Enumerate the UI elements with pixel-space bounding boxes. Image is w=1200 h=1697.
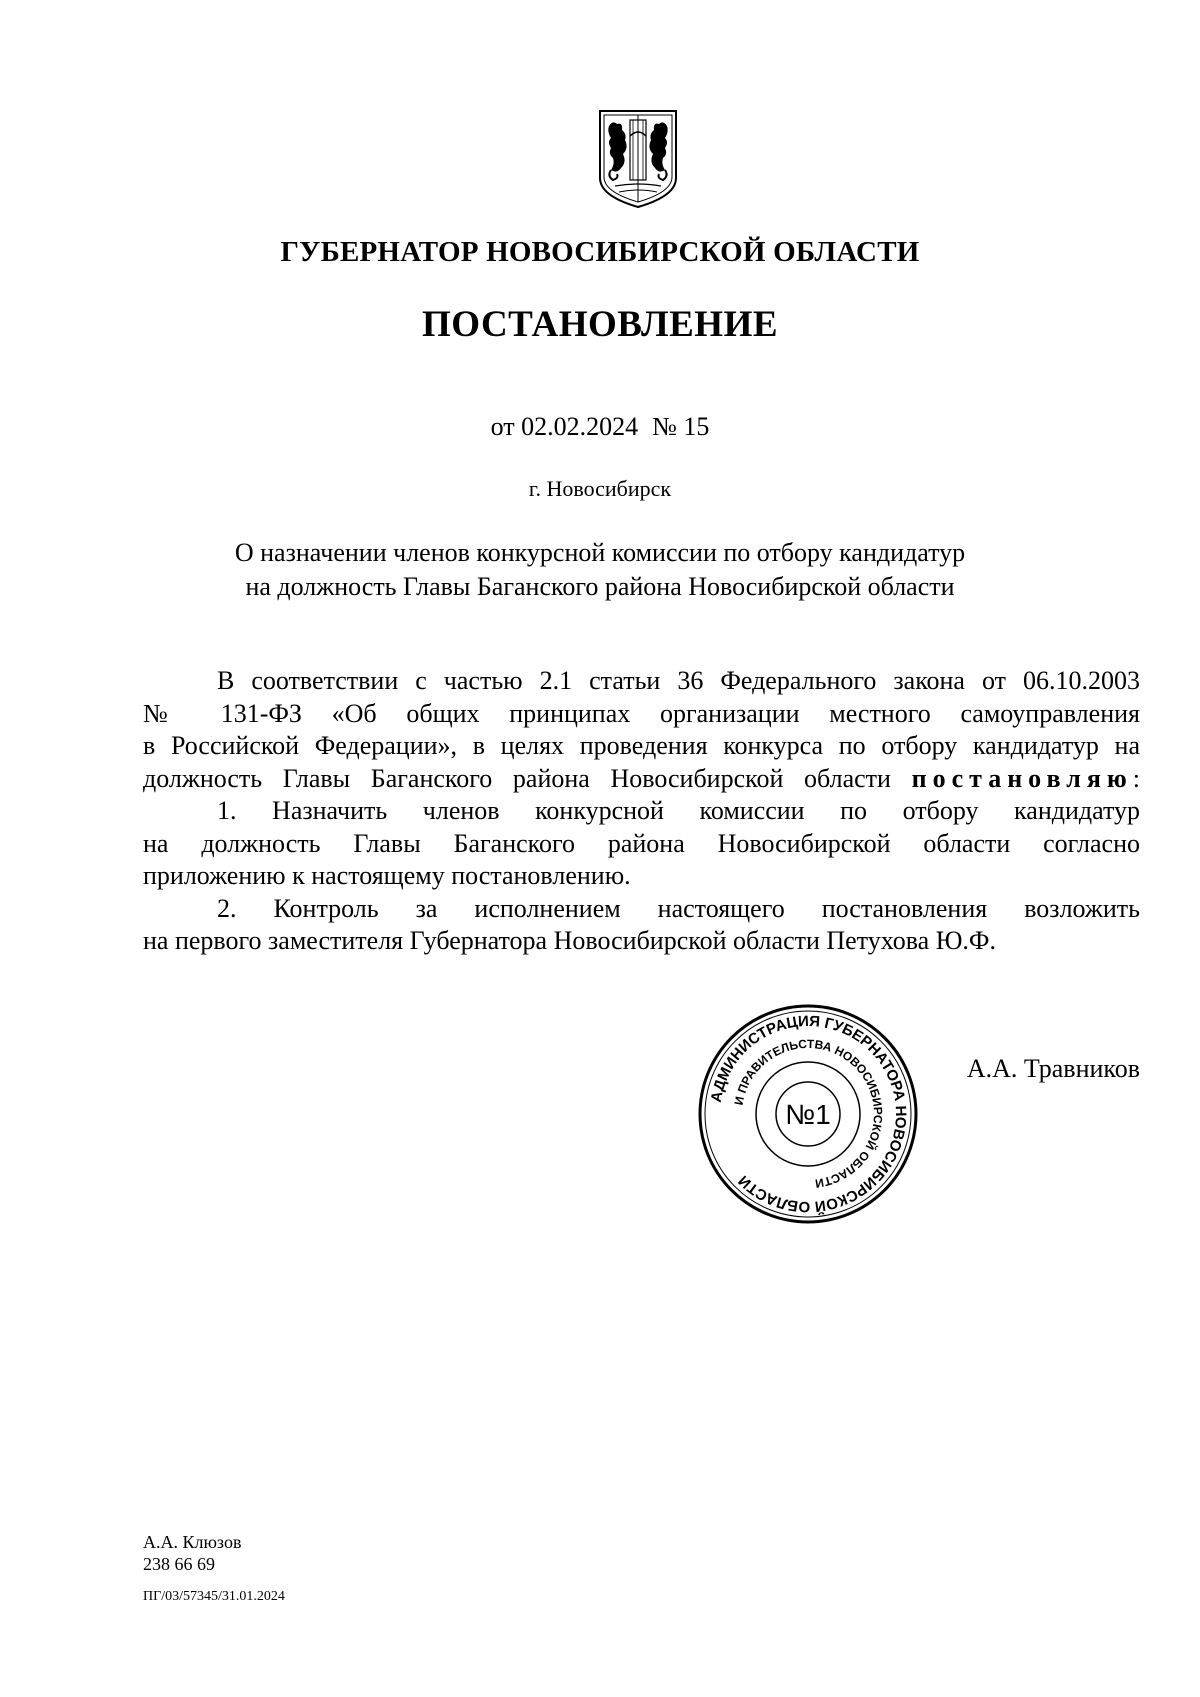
body-line: В соответствии с частью 2.1 статьи 36 Федерального закона от 06.10.2003 bbox=[217, 666, 1140, 695]
registration-number: ПГ/03/57345/31.01.2024 bbox=[143, 1589, 285, 1604]
decree-keyword: постановляю bbox=[911, 763, 1133, 793]
decree-colon: : bbox=[1132, 763, 1140, 793]
document-subject bbox=[0, 536, 1200, 604]
date-line bbox=[0, 412, 1200, 442]
document-date: от 02.02.2024 bbox=[490, 412, 639, 441]
executor-phone: 238 66 69 bbox=[143, 1554, 215, 1574]
body-line: приложению к настоящему постановлению. bbox=[143, 861, 631, 890]
signer-name: А.А. Травников bbox=[966, 1054, 1140, 1083]
body-line: 2. Контроль за исполнением настоящего постановления возложить bbox=[217, 893, 1140, 923]
body-line: на первого заместителя Губернатора Новосибирской области Петухова Ю.Ф. bbox=[143, 926, 996, 955]
document-type: ПОСТАНОВЛЕНИЕ bbox=[421, 304, 779, 345]
document-number: № 15 bbox=[652, 412, 710, 441]
seal-outer-text: АДМИНИСТРАЦИЯ ГУБЕРНАТОРА НОВОСИБИРСКОЙ ОБЛАСТИ bbox=[707, 1012, 910, 1216]
official-seal-icon bbox=[697, 1003, 919, 1225]
body-line: в Российской Федерации», в целях проведения конкурса по отбору кандидатур на bbox=[143, 731, 1140, 760]
authority-title: ГУБЕРНАТОР НОВОСИБИРСКОЙ ОБЛАСТИ bbox=[280, 236, 920, 268]
executor-name: А.А. Клюзов bbox=[143, 1532, 242, 1552]
executor-block bbox=[143, 1531, 241, 1575]
city: г. Новосибирск bbox=[528, 476, 672, 501]
seal-number: №1 bbox=[785, 1099, 831, 1130]
subject-line: О назначении членов конкурсной комиссии по отбору кандидатур bbox=[234, 538, 966, 567]
subject-line: на должность Главы Баганского района Новосибирской области bbox=[245, 572, 955, 601]
document-body bbox=[143, 665, 1140, 958]
seal-inner-text: И ПРАВИТЕЛЬСТВА НОВОСИБИРСКОЙ ОБЛАСТИ bbox=[731, 1036, 886, 1191]
body-line-text: должность Главы Баганского района Новосибирской области bbox=[143, 763, 912, 793]
coat-of-arms-icon bbox=[597, 108, 679, 210]
body-line: 1. Назначить членов конкурсной комиссии по отбору кандидатур bbox=[217, 796, 1140, 825]
body-line: на должность Главы Баганского района Новосибирской области согласно bbox=[143, 828, 1140, 858]
body-line bbox=[143, 763, 1140, 796]
body-line: № 131-ФЗ «Об общих принципах организации местного самоуправления bbox=[143, 698, 1140, 728]
